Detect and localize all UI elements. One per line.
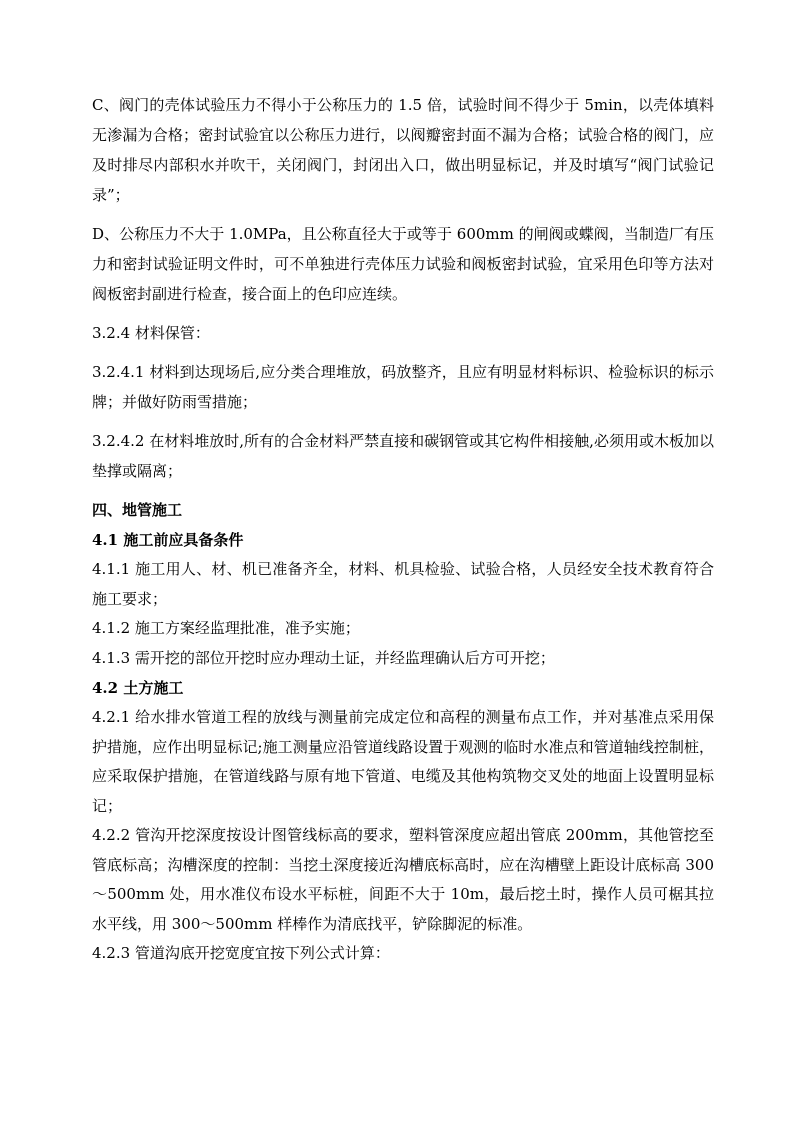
paragraph-d-valve-test: D、公称压力不大于 1.0MPa，且公称直径大于或等于 600mm 的闸阀或蝶阀，当制造厂有压力和密封试验证明文件时，可不单独进行壳体压力试验和阀板密封试验，宜采用色印等方法对阀板密封副进行检查，接合面上的色印应连续。 bbox=[92, 225, 714, 303]
list-item-4-2-2: 4.2.2 管沟开挖深度按设计图管线标高的要求，塑料管深度应超出管底 200mm，其他管挖至管底标高；沟槽深度的控制：当挖土深度接近沟槽底标高时，应在沟槽壁上距设计底标高 300～500mm 处，用水准仪布设水平标桩，间距不大于 10m，最后挖土时，操作人员可椐其拉水平线，用 300～500mm 样棒作为清底找平，铲除脚泥的标准。 bbox=[92, 826, 714, 933]
list-item-4-2-1: 4.2.1 给水排水管道工程的放线与测量前完成定位和高程的测量布点工作，并对基准点采用保护措施，应作出明显标记;施工测量应沿管道线路设置于观测的临时水准点和管道轴线控制桩，应采取保护措施，在管道线路与原有地下管道、电缆及其他构筑物交叉处的地面上设置明显标记； bbox=[92, 708, 714, 815]
page-body bbox=[92, 90, 714, 969]
paragraph-3-2-4-2: 3.2.4.2 在材料堆放时,所有的合金材料严禁直接和碳钢管或其它构件相接触,必须用或木板加以垫撑或隔离； bbox=[92, 432, 714, 480]
list-item-4-1-3: 4.1.3 需开挖的部位开挖时应办理动土证，并经监理确认后方可开挖； bbox=[92, 648, 555, 667]
paragraph-c-valve-test: C、阀门的壳体试验压力不得小于公称压力的 1.5 倍，试验时间不得少于 5min，以壳体填料无渗漏为合格；密封试验宜以公称压力进行，以阀瓣密封面不漏为合格；试验合格的阀门，应及时排尽内部积水并吹干，关闭阀门，封闭出入口，做出明显标记，并及时填写“阀门试验记录”； bbox=[92, 96, 714, 204]
list-item-4-1-2: 4.1.2 施工方案经监理批准，准予实施； bbox=[92, 619, 360, 637]
section-4-1-heading: 4.1 施工前应具备条件 bbox=[92, 531, 244, 549]
list-item-4-1-1: 4.1.1 施工用人、材、机已准备齐全，材料、机具检验、试验合格，人员经安全技术教育符合施工要求； bbox=[92, 560, 714, 608]
list-item-4-2-3: 4.2.3 管道沟底开挖宽度宜按下列公式计算： bbox=[92, 944, 390, 962]
paragraph-3-2-4-1: 3.2.4.1 材料到达现场后,应分类合理堆放，码放整齐，且应有明显材料标识、检验标识的标示牌；并做好防雨雪措施； bbox=[92, 363, 714, 411]
section-4-heading: 四、地管施工 bbox=[92, 501, 183, 519]
section-4-2-heading: 4.2 土方施工 bbox=[92, 679, 184, 697]
section-3-2-4-heading: 3.2.4 材料保管： bbox=[92, 324, 210, 342]
